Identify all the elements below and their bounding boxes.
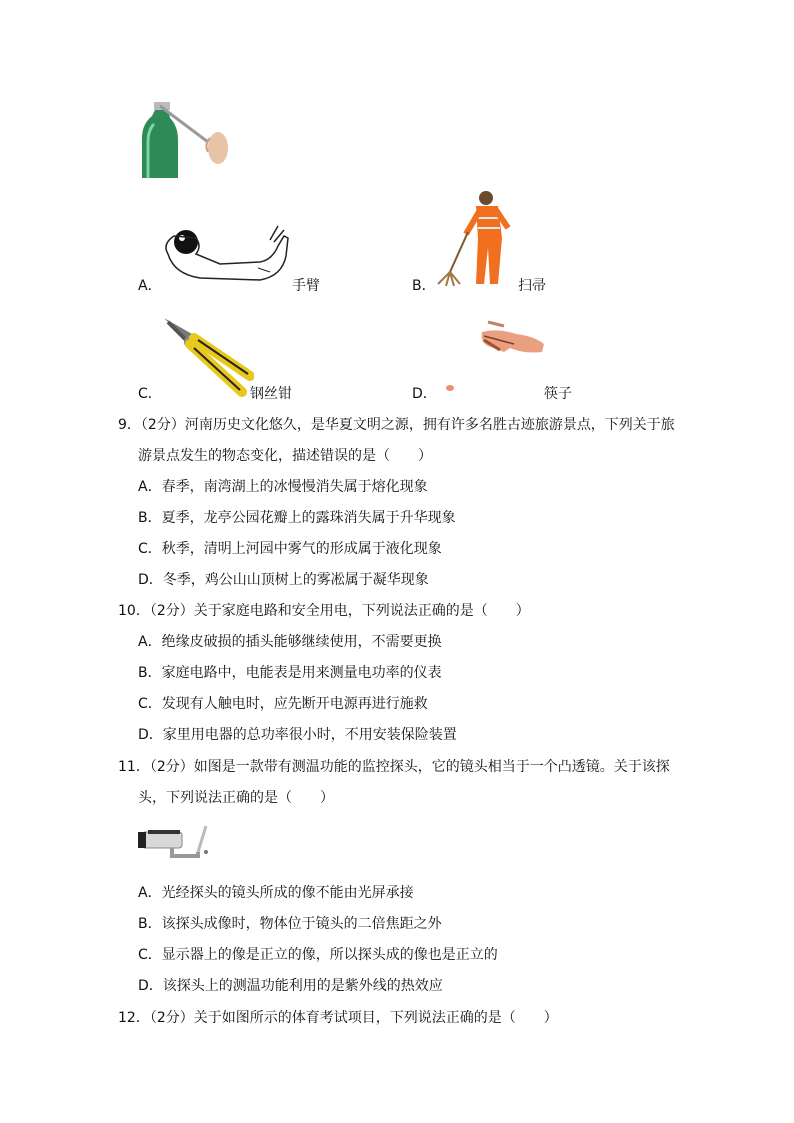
q9-option-b: B．夏季，龙亭公园花瓣上的露珠消失属于升华现象 — [138, 510, 456, 526]
q9-option-c: C．秋季，清明上河园中雾气的形成属于液化现象 — [138, 541, 442, 557]
option-c-label: 钢丝钳 — [250, 386, 292, 402]
chopsticks-image — [444, 318, 548, 394]
option-a-letter: A． — [138, 278, 162, 294]
q10-option-d: D．家里用电器的总功率很小时，不用安装保险装置 — [138, 727, 457, 743]
camera-image — [138, 822, 212, 864]
q11-option-a: A．光经探头的镜头所成的像不能由光屏承接 — [138, 885, 414, 901]
q10-option-b: B．家庭电路中，电能表是用来测量电功率的仪表 — [138, 665, 442, 681]
q10-stem-line1: 10．（2分）关于家庭电路和安全用电，下列说法正确的是（ ） — [118, 603, 530, 619]
pliers-image — [162, 316, 254, 398]
q9-option-a: A．春季，南湾湖上的冰慢慢消失属于熔化现象 — [138, 479, 428, 495]
bottle-opener-image — [138, 98, 228, 178]
q9-option-d: D．冬季，鸡公山山顶树上的雾凇属于凝华现象 — [138, 572, 429, 588]
option-a-label: 手臂 — [292, 278, 320, 294]
q11-stem-line1: 11．（2分）如图是一款带有测温功能的监控探头，它的镜头相当于一个凸透镜。关于该探 — [118, 759, 670, 775]
q12-stem-line1: 12．（2分）关于如图所示的体育考试项目，下列说法正确的是（ ） — [118, 1010, 558, 1026]
option-b-letter: B． — [412, 278, 436, 294]
option-c-letter: C． — [138, 386, 162, 402]
q11-option-d: D．该探头上的测温功能利用的是紫外线的热效应 — [138, 978, 443, 994]
option-d-label: 筷子 — [544, 386, 572, 402]
q10-option-c: C．发现有人触电时，应先断开电源再进行施救 — [138, 696, 428, 712]
option-b-label: 扫帚 — [518, 278, 546, 294]
q9-stem-line1: 9．（2分）河南历史文化悠久，是华夏文明之源，拥有许多名胜古迹旅游景点，下列关于旅 — [118, 417, 675, 433]
q11-option-b: B．该探头成像时，物体位于镜头的二倍焦距之外 — [138, 916, 442, 932]
q11-option-c: C．显示器上的像是正立的像，所以探头成的像也是正立的 — [138, 947, 498, 963]
q10-option-a: A．绝缘皮破损的插头能够继续使用，不需要更换 — [138, 634, 442, 650]
q9-stem-line2: 游景点发生的物态变化，描述错误的是（ ） — [138, 448, 432, 464]
option-d-letter: D． — [412, 386, 437, 402]
sweeper-image — [436, 188, 520, 288]
arm-image — [160, 216, 290, 290]
q11-stem-line2: 头，下列说法正确的是（ ） — [138, 790, 334, 806]
